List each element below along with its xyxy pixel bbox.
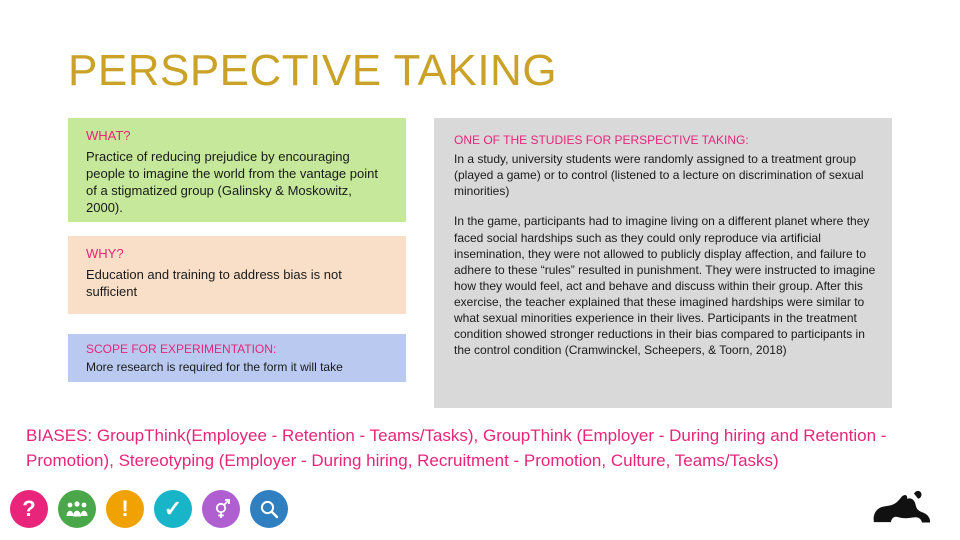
scope-box-body: More research is required for the form it will take bbox=[86, 359, 343, 374]
why-box-heading: WHY? bbox=[86, 246, 124, 261]
question-mark-glyph: ? bbox=[22, 496, 36, 521]
scope-box-heading: SCOPE FOR EXPERIMENTATION: bbox=[86, 342, 277, 356]
checkmark-glyph: ✓ bbox=[163, 496, 183, 521]
study-paragraph-2: In the game, participants had to imagine living on a different planet where they faced social hardships such as they could only reproduce via artificial insemination, they were not allowed to publicly display affection, and failure to adhere to these “rules” resulted in punishment. They were instructed to imagine how they would feel, act and behave and discuss within their group. After this exercise, the teacher explained that these imagined hardships were similar to what sexual minorities experience in their lives. Participants in the treatment condition showed stronger reductions in their bias compared to participants in the control condition (Cramwinckel, Scheepers, & Toorn, 2018) bbox=[454, 214, 876, 358]
study-panel bbox=[434, 118, 892, 408]
study-heading: ONE OF THE STUDIES FOR PERSPECTIVE TAKING: bbox=[454, 133, 749, 147]
why-box-body: Education and training to address bias is not sufficient bbox=[86, 266, 342, 300]
checkmark-icon[interactable] bbox=[154, 490, 192, 528]
study-paragraph-1: In a study, university students were randomly assigned to a treatment group (played a game) or to control (listened to a lecture on discrimination of sexual minorities) bbox=[454, 152, 864, 199]
magnifier-search-icon[interactable] bbox=[250, 490, 288, 528]
people-group-icon[interactable] bbox=[58, 490, 96, 528]
icon-row bbox=[10, 490, 288, 528]
bear-logo bbox=[868, 486, 944, 530]
scope-box bbox=[68, 334, 406, 382]
page-title: PERSPECTIVE TAKING bbox=[68, 46, 558, 95]
what-box bbox=[68, 118, 406, 222]
what-box-heading: WHAT? bbox=[86, 128, 131, 143]
why-box bbox=[68, 236, 406, 314]
what-box-body: Practice of reducing prejudice by encouraging people to imagine the world from the vantage point of a stigmatized group (Galinsky & Moskowitz, 2000). bbox=[86, 148, 378, 216]
gender-symbols-icon[interactable] bbox=[202, 490, 240, 528]
exclamation-mark-icon[interactable] bbox=[106, 490, 144, 528]
exclamation-mark-glyph: ! bbox=[121, 496, 129, 521]
question-mark-icon[interactable] bbox=[10, 490, 48, 528]
biases-text: BIASES: GroupThink(Employee - Retention - Teams/Tasks), GroupThink (Employer - During hiring and Retention - Promotion), Stereotyping (Employer - During hiring, Recruitment - Promotion, Culture, Teams/Tasks) bbox=[26, 426, 887, 470]
